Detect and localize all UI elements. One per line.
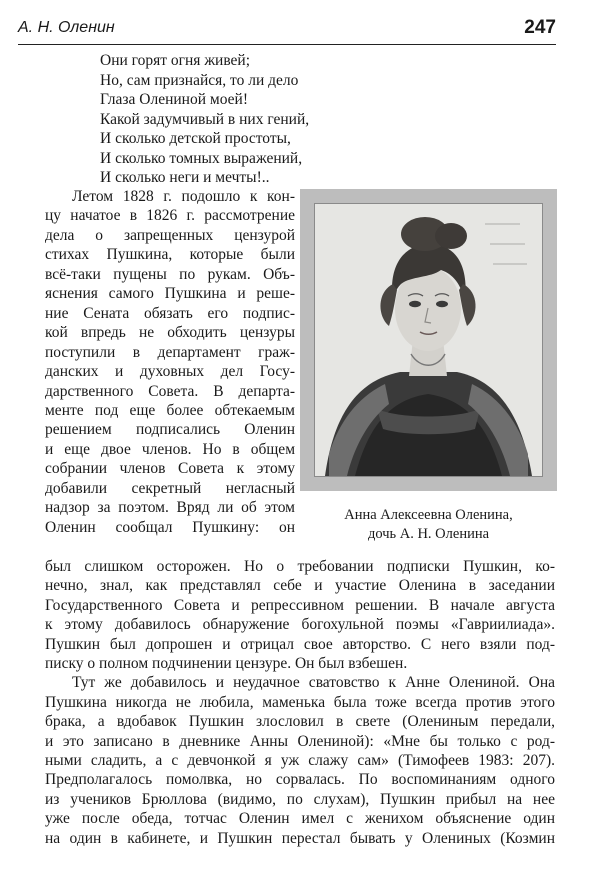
text-line: брака, а вдобавок Пушкин злословил в свете (Олениным передали, <box>45 713 555 731</box>
text-line: Пушкина никогда не любила, маменька была тоже всегда против этого <box>45 693 555 711</box>
text-line: Летом 1828 г. подошло к кон- <box>72 188 295 205</box>
text-line: и это записано в дневнике Анны Олениной): «Мне бы только с род- <box>45 732 555 750</box>
text-line: ными сладить, а с девчонкой я уж слажу сам» (Тимофеев 1983: 207). <box>45 752 555 770</box>
text-line: был слишком осторожен. Но о требовании подписки Пушкин, ко- <box>45 558 555 575</box>
text-line: надзор за поэтом. Вряд ли об этом <box>45 499 295 517</box>
portrait-sketch <box>315 204 542 476</box>
portrait-image <box>314 203 543 477</box>
text-line: дела о запрещенных цензурой <box>45 226 295 244</box>
text-line: уже после обеда, тотчас Оленин имел с женихом объяснение один <box>45 810 555 828</box>
text-line: стихах Пушкина, которые были <box>45 246 295 264</box>
wrapped-paragraph <box>45 187 295 537</box>
poem-line: И сколько детской простоты, <box>100 130 291 147</box>
text-line: к этому добавилось обнаружение богохульной поэмы «Гавриилиада». <box>45 616 555 634</box>
text-line: яснения самого Пушкина и реше- <box>45 285 295 303</box>
text-line: менте под еще более обтекаемым <box>45 401 295 419</box>
text-line: дарственного Совета. В департа- <box>45 382 295 400</box>
text-line: поступили в департамент граж- <box>45 343 295 361</box>
poem-stanza <box>100 51 420 188</box>
poem-line: И сколько неги и мечты!.. <box>100 169 270 186</box>
page-number: 247 <box>524 17 556 38</box>
body-text <box>45 557 555 848</box>
portrait-figure <box>300 189 557 491</box>
text-line: добавили секретный негласный <box>45 479 295 497</box>
figure-caption <box>300 506 557 544</box>
text-line: кой впредь не обходить цензуры <box>45 324 295 342</box>
text-line: всё-таки пущены по рукам. Объ- <box>45 265 295 283</box>
text-line: на один в кабинете, и Пушкин перестал бывать у Олениных (Козмин <box>45 829 555 847</box>
text-line: Предполагалось помолвка, но сорвалась. По воспоминаниям одного <box>45 771 555 789</box>
caption-line: Анна Алексеевна Оленина, <box>344 507 513 523</box>
poem-line: Но, сам признайся, то ли дело <box>100 71 299 89</box>
running-head-author: А. Н. Оленин <box>18 19 115 36</box>
poem-line: Они горят огня живей; <box>100 52 251 69</box>
text-line: и еще двое членов. Но в общем <box>45 440 295 458</box>
text-line: нечно, знал, как представлял себе и участие Оленина в заседании <box>45 577 555 595</box>
running-header <box>18 14 556 45</box>
text-line: данских и духовных дел Госу- <box>45 363 295 381</box>
poem-line: Какой задумчивый в них гений, <box>100 110 310 128</box>
poem-line: И сколько томных выражений, <box>100 149 303 167</box>
poem-line: Глаза Олениной моей! <box>100 91 248 108</box>
text-line: Оленин сообщал Пушкину: он <box>45 518 295 536</box>
text-line: цу начатое в 1826 г. рассмотрение <box>45 207 295 225</box>
text-line: Государственного Совета и репрессивном решении. В начале августа <box>45 596 555 614</box>
text-line: собрании членов Совета к этому <box>45 460 295 478</box>
text-line: из учеников Брюллова (видимо, по слухам), Пушкин прибыл на нее <box>45 790 555 808</box>
text-line: Тут же добавилось и неудачное сватовство к Анне Олениной. Она <box>72 674 555 692</box>
text-line: писку о полном подчинении цензуре. Он был взбешен. <box>45 655 408 673</box>
caption-line: дочь А. Н. Оленина <box>367 526 490 542</box>
text-line: решением подписались Оленин <box>45 421 295 439</box>
text-line: ние Сената обязать его подпис- <box>45 304 295 322</box>
text-line: Пушкин был допрошен и отрицал свое авторство. С него взяли под- <box>45 635 555 653</box>
